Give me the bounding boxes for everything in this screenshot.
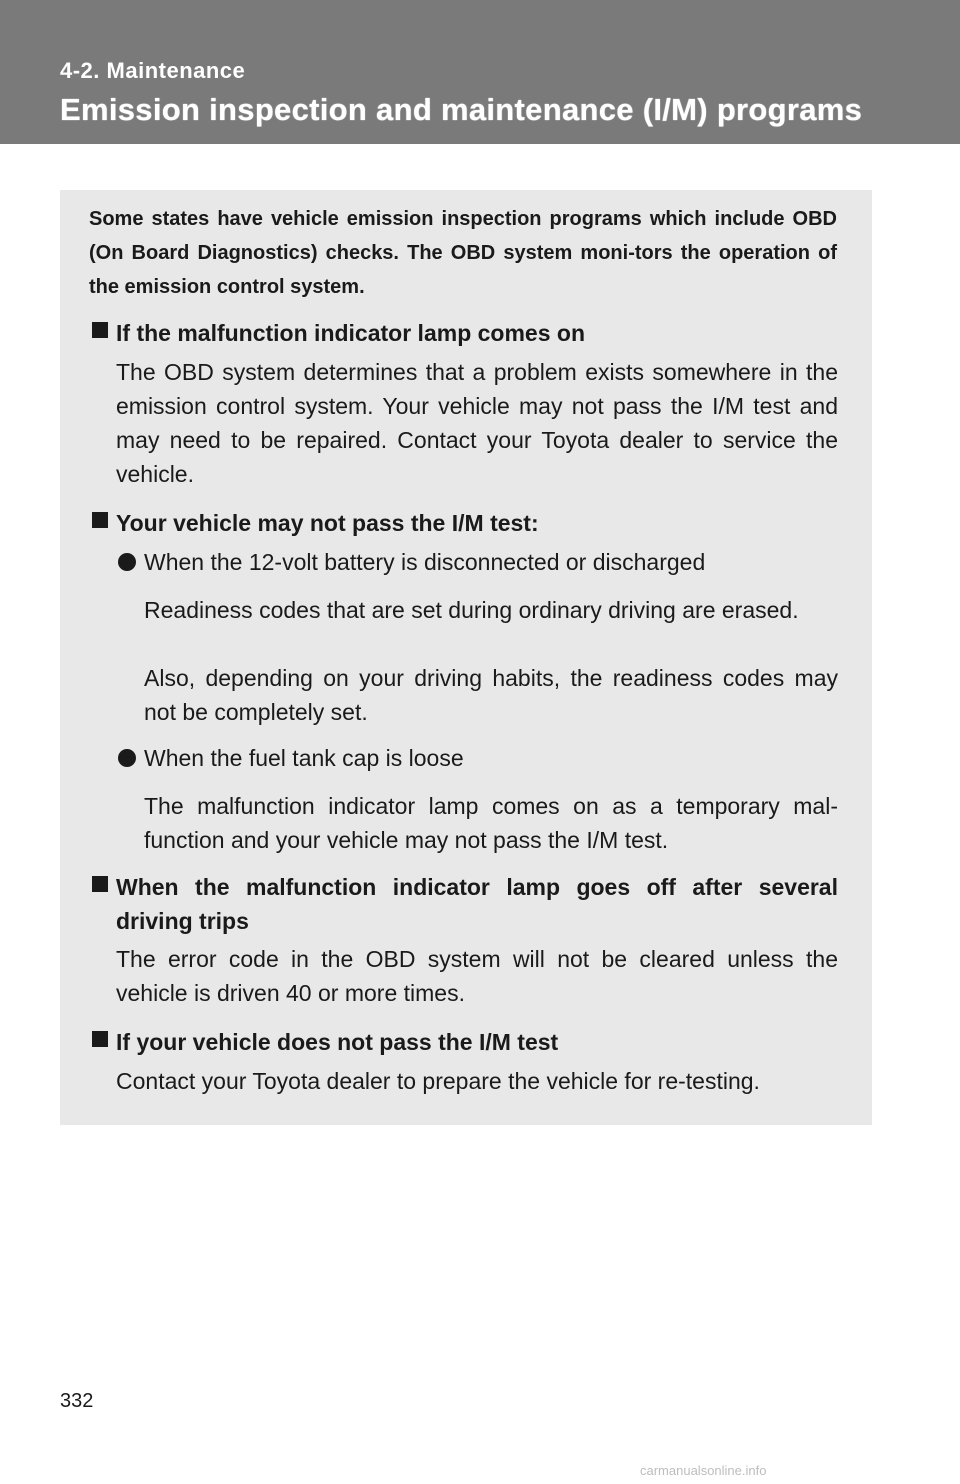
section-body-lamp-on: The OBD system determines that a problem exists somewhere in the emission control system. Your vehicle may not pass the I/M test and may need to be repaired. Contact your Toyota dealer to service the vehicle.: [116, 359, 838, 487]
section-body-lamp-off: The error code in the OBD system will not be cleared unless the vehicle is driven 40 or more times.: [116, 946, 838, 1006]
round-bullet-icon: [118, 749, 136, 767]
section-body-not-pass: Contact your Toyota dealer to prepare the vehicle for re-testing.: [116, 1068, 760, 1094]
bullet-detail-battery-2: Also, depending on your driving habits, the readiness codes may not be completely set.: [144, 665, 838, 725]
round-bullet-icon: [118, 553, 136, 571]
square-bullet-icon: [92, 1031, 108, 1047]
bullet-detail-fuel-cap: The malfunction indicator lamp comes on as a temporary mal-function and your vehicle may not pass the I/M test.: [144, 793, 838, 853]
section-heading-lamp-off: When the malfunction indicator lamp goes off after several driving trips: [116, 874, 838, 934]
bullet-label-fuel-cap: When the fuel tank cap is loose: [144, 745, 464, 771]
square-bullet-icon: [92, 322, 108, 338]
page-title: Emission inspection and maintenance (I/M) programs: [60, 92, 863, 127]
bullet-detail-battery-1: Readiness codes that are set during ordinary driving are erased.: [144, 597, 799, 623]
section-heading-not-pass: If your vehicle does not pass the I/M test: [116, 1029, 559, 1055]
bullet-label-battery: When the 12-volt battery is disconnected or discharged: [144, 549, 706, 575]
page-number: 332: [60, 1390, 94, 1412]
square-bullet-icon: [92, 876, 108, 892]
watermark: carmanualsonline.info: [640, 1463, 767, 1478]
section-heading-lamp-on: If the malfunction indicator lamp comes on: [116, 320, 585, 346]
section-heading-may-not-pass: Your vehicle may not pass the I/M test:: [116, 510, 539, 536]
section-label: 4-2. Maintenance: [60, 58, 246, 83]
intro-text: Some states have vehicle emission inspection programs which include OBD (On Board Diagnostics) checks. The OBD system moni-tors the operation of the emission control system.: [89, 208, 837, 298]
header-bar: [0, 0, 960, 144]
square-bullet-icon: [92, 512, 108, 528]
